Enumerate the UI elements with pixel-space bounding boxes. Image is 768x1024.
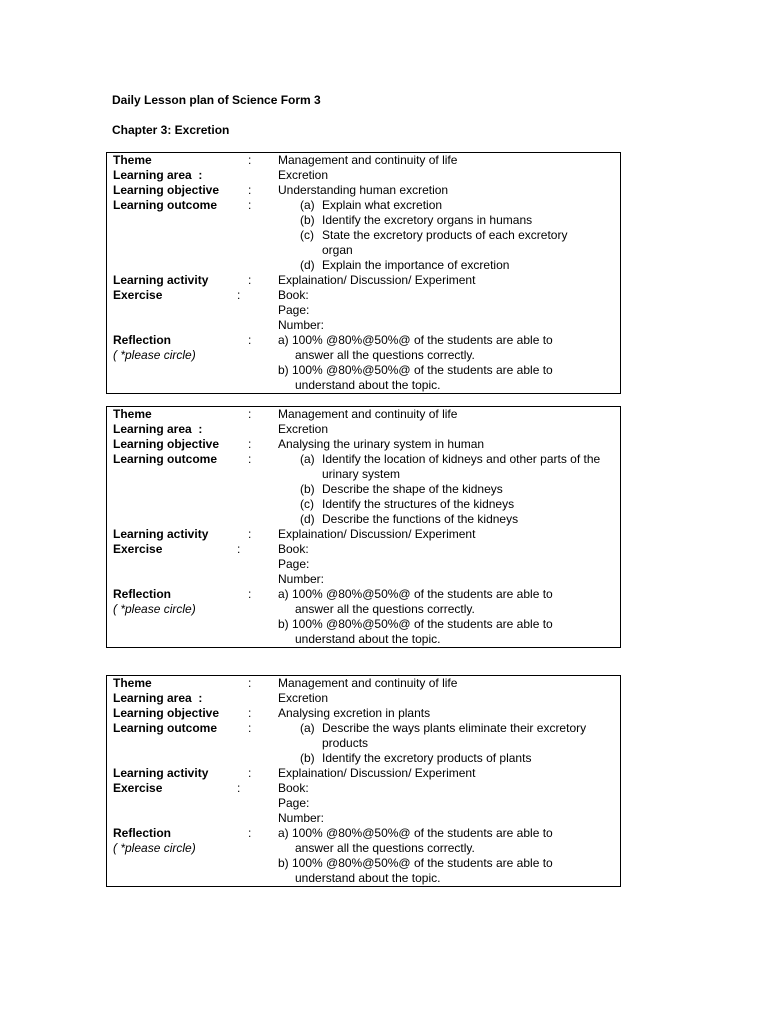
list-item: (a) Describe the ways plants eliminate their excretory products [300, 721, 587, 750]
colon: : [248, 437, 252, 451]
reflection-row [107, 587, 620, 647]
learning-activity-value: Explaination/ Discussion/ Experiment [278, 766, 476, 780]
list-item: (b) Identify the excretory products of plants [300, 751, 532, 765]
colon: : [248, 676, 252, 690]
learning-area-label: Learning area : [113, 422, 203, 436]
learning-objective-row [107, 183, 620, 198]
theme-label: Theme [113, 676, 152, 690]
learning-outcome-label: Learning outcome [113, 198, 218, 212]
exercise-page: Page: [278, 796, 310, 810]
theme-row [107, 153, 620, 168]
exercise-row [107, 781, 620, 826]
colon: : [248, 452, 252, 466]
learning-activity-label: Learning activity [113, 766, 209, 780]
reflection-text: a) 100% @80%@50%@ of the students are able to answer all the questions correctly. b) 100% @80%@50%@ of the students are able to understand about the topic. [278, 587, 553, 646]
colon: : [248, 273, 252, 287]
colon: : [248, 407, 252, 421]
theme-label: Theme [113, 153, 152, 167]
outcome-list [300, 721, 620, 766]
learning-outcome-label: Learning outcome [113, 452, 218, 466]
list-item: (b) Describe the shape of the kidneys [300, 482, 503, 496]
learning-objective-value: Analysing excretion in plants [278, 706, 431, 720]
learning-outcome-label: Learning outcome [113, 721, 218, 735]
list-item: (c) State the excretory products of each excretory organ [300, 228, 568, 257]
reflection-note: ( *please circle) [113, 602, 196, 616]
learning-objective-label: Learning objective [113, 437, 220, 451]
theme-value: Management and continuity of life [278, 153, 458, 167]
list-item: (c) Identify the structures of the kidneys [300, 497, 515, 511]
exercise-row [107, 542, 620, 587]
outcome-list [300, 452, 620, 527]
colon: : [237, 542, 241, 556]
reflection-text: a) 100% @80%@50%@ of the students are able to answer all the questions correctly. b) 100% @80%@50%@ of the students are able to understand about the topic. [278, 333, 553, 392]
learning-objective-label: Learning objective [113, 706, 220, 720]
learning-objective-row [107, 437, 620, 452]
colon: : [248, 766, 252, 780]
learning-objective-value: Analysing the urinary system in human [278, 437, 485, 451]
exercise-page: Page: [278, 557, 310, 571]
exercise-label: Exercise [113, 542, 163, 556]
theme-value: Management and continuity of life [278, 676, 458, 690]
learning-objective-row [107, 706, 620, 721]
learning-activity-value: Explaination/ Discussion/ Experiment [278, 527, 476, 541]
colon: : [237, 781, 241, 795]
lesson-plan-box [106, 152, 621, 394]
theme-row [107, 676, 620, 691]
outcome-list [300, 198, 620, 273]
reflection-row [107, 333, 620, 393]
reflection-note: ( *please circle) [113, 348, 196, 362]
learning-activity-row [107, 527, 620, 542]
learning-activity-label: Learning activity [113, 273, 209, 287]
colon: : [248, 183, 252, 197]
colon: : [248, 587, 252, 601]
learning-area-row [107, 691, 620, 706]
list-item: (b) Identify the excretory organs in humans [300, 213, 533, 227]
learning-area-value: Excretion [278, 422, 329, 436]
reflection-text: a) 100% @80%@50%@ of the students are able to answer all the questions correctly. b) 100% @80%@50%@ of the students are able to understand about the topic. [278, 826, 553, 885]
lesson-plan-box [106, 406, 621, 648]
lesson-plan-box [106, 675, 621, 887]
learning-activity-label: Learning activity [113, 527, 209, 541]
exercise-number: Number: [278, 572, 325, 586]
exercise-book: Book: [278, 781, 309, 795]
learning-outcome-row [107, 452, 620, 527]
colon: : [248, 721, 252, 735]
chapter-heading: Chapter 3: Excretion [112, 123, 230, 137]
colon: : [248, 333, 252, 347]
reflection-label: Reflection [113, 826, 172, 840]
exercise-book: Book: [278, 288, 309, 302]
learning-area-value: Excretion [278, 691, 329, 705]
exercise-book: Book: [278, 542, 309, 556]
theme-value: Management and continuity of life [278, 407, 458, 421]
document-title: Daily Lesson plan of Science Form 3 [112, 93, 321, 107]
learning-area-label: Learning area : [113, 691, 203, 705]
exercise-number: Number: [278, 318, 325, 332]
exercise-row [107, 288, 620, 333]
colon: : [248, 826, 252, 840]
learning-outcome-row [107, 198, 620, 273]
learning-objective-value: Understanding human excretion [278, 183, 449, 197]
colon: : [248, 198, 252, 212]
list-item: (a) Identify the location of kidneys and other parts of the urinary system [300, 452, 601, 481]
learning-area-label: Learning area : [113, 168, 203, 182]
exercise-page: Page: [278, 303, 310, 317]
colon: : [248, 153, 252, 167]
exercise-number: Number: [278, 811, 325, 825]
list-item: (d) Explain the importance of excretion [300, 258, 510, 272]
reflection-row [107, 826, 620, 886]
theme-row [107, 407, 620, 422]
learning-activity-row [107, 273, 620, 288]
colon: : [248, 706, 252, 720]
reflection-note: ( *please circle) [113, 841, 196, 855]
list-item: (a) Explain what excretion [300, 198, 443, 212]
learning-area-row [107, 168, 620, 183]
learning-area-row [107, 422, 620, 437]
learning-outcome-row [107, 721, 620, 766]
colon: : [237, 288, 241, 302]
learning-activity-value: Explaination/ Discussion/ Experiment [278, 273, 476, 287]
colon: : [248, 527, 252, 541]
reflection-label: Reflection [113, 587, 172, 601]
learning-activity-row [107, 766, 620, 781]
reflection-label: Reflection [113, 333, 172, 347]
exercise-label: Exercise [113, 288, 163, 302]
learning-area-value: Excretion [278, 168, 329, 182]
list-item: (d) Describe the functions of the kidneys [300, 512, 519, 526]
theme-label: Theme [113, 407, 152, 421]
exercise-label: Exercise [113, 781, 163, 795]
learning-objective-label: Learning objective [113, 183, 220, 197]
